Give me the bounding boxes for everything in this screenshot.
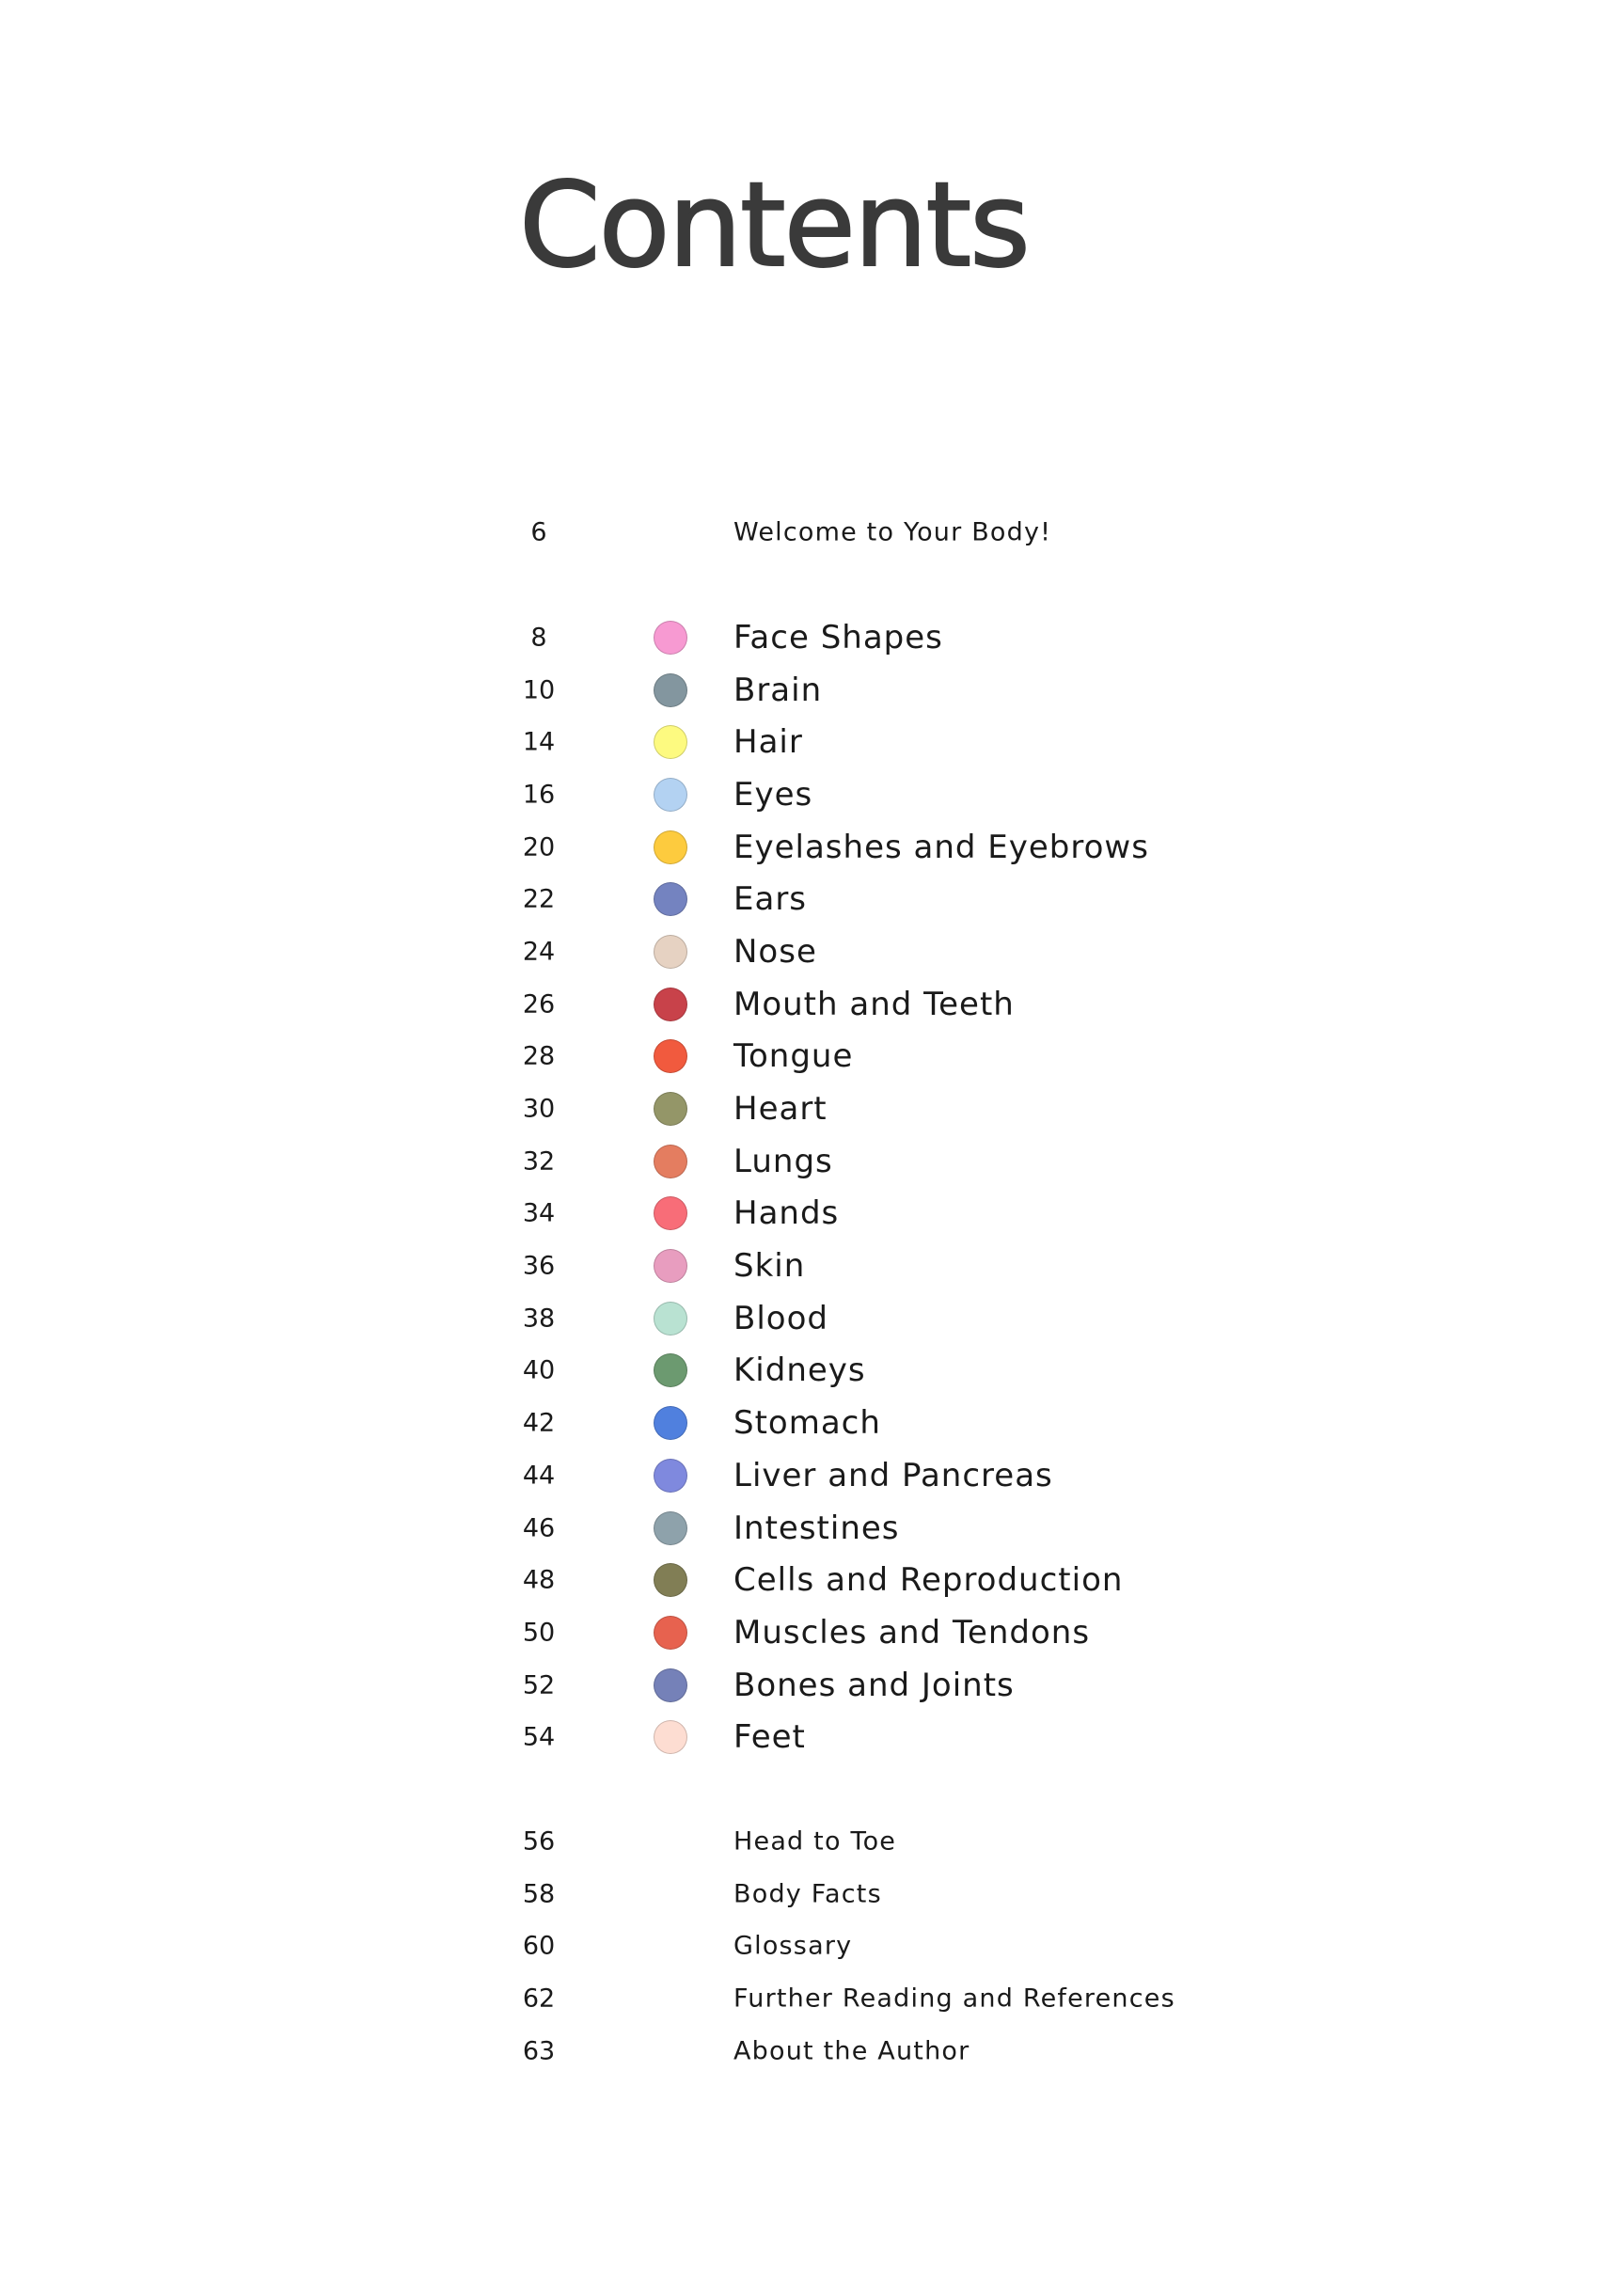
entry-title: Head to Toe bbox=[733, 1826, 897, 1857]
toc-entry[interactable] bbox=[0, 1292, 1624, 1345]
toc-entry[interactable] bbox=[0, 1868, 1624, 1920]
toc-entry[interactable] bbox=[0, 1345, 1624, 1398]
chapter-list bbox=[0, 611, 1624, 1763]
entry-title: Eyes bbox=[733, 775, 813, 814]
entry-title: About the Author bbox=[733, 2036, 970, 2066]
toc-entry[interactable] bbox=[0, 1554, 1624, 1606]
entry-title: Mouth and Teeth bbox=[733, 985, 1015, 1023]
toc-entry[interactable] bbox=[0, 2025, 1624, 2078]
color-dot-icon bbox=[654, 1092, 687, 1126]
toc-entry[interactable] bbox=[0, 925, 1624, 978]
color-dot-icon bbox=[654, 1039, 687, 1073]
entry-title: Cells and Reproduction bbox=[733, 1561, 1124, 1600]
page-number: 24 bbox=[522, 937, 556, 967]
toc-entry[interactable] bbox=[0, 821, 1624, 874]
color-dot-icon bbox=[654, 1302, 687, 1336]
page-number: 62 bbox=[522, 1984, 556, 2014]
entry-title: Kidneys bbox=[733, 1351, 866, 1390]
page-number: 14 bbox=[522, 727, 556, 757]
color-dot-icon bbox=[654, 673, 687, 707]
color-dot-icon bbox=[654, 1720, 687, 1754]
entry-title: Nose bbox=[733, 932, 817, 971]
toc-entry[interactable] bbox=[0, 664, 1624, 717]
entry-title: Further Reading and References bbox=[733, 1984, 1175, 2014]
toc-entry[interactable] bbox=[0, 1815, 1624, 1868]
toc-entry[interactable] bbox=[0, 1449, 1624, 1502]
page-number: 6 bbox=[530, 517, 547, 547]
toc-entry[interactable] bbox=[0, 611, 1624, 664]
entry-title: Eyelashes and Eyebrows bbox=[733, 828, 1149, 866]
color-dot-icon bbox=[654, 725, 687, 759]
page-number: 46 bbox=[522, 1513, 556, 1543]
entry-title: Blood bbox=[733, 1299, 828, 1337]
entry-title: Glossary bbox=[733, 1931, 853, 1961]
page-number: 30 bbox=[522, 1094, 556, 1124]
entry-title: Ears bbox=[733, 880, 808, 919]
color-dot-icon bbox=[654, 1563, 687, 1597]
page-number: 16 bbox=[522, 780, 556, 810]
toc-entry[interactable] bbox=[0, 1083, 1624, 1135]
toc-entry[interactable] bbox=[0, 1397, 1624, 1449]
color-dot-icon bbox=[654, 988, 687, 1021]
page-number: 60 bbox=[522, 1931, 556, 1961]
color-dot-icon bbox=[654, 1406, 687, 1440]
page-number: 56 bbox=[522, 1826, 556, 1857]
color-dot-icon bbox=[654, 1145, 687, 1178]
entry-title: Muscles and Tendons bbox=[733, 1613, 1091, 1652]
toc-entry[interactable] bbox=[0, 978, 1624, 1031]
page-number: 52 bbox=[522, 1670, 556, 1700]
page-number: 22 bbox=[522, 884, 556, 914]
color-dot-icon bbox=[654, 1353, 687, 1387]
toc-entry[interactable] bbox=[0, 1711, 1624, 1763]
color-dot-icon bbox=[654, 778, 687, 812]
entry-title: Heart bbox=[733, 1090, 828, 1129]
entry-title: Hair bbox=[733, 723, 803, 762]
page-number: 8 bbox=[530, 623, 547, 653]
color-dot-icon bbox=[654, 1511, 687, 1545]
page-number: 28 bbox=[522, 1041, 556, 1071]
page-number: 36 bbox=[522, 1251, 556, 1281]
toc-entry[interactable] bbox=[0, 1920, 1624, 1972]
back-matter-list bbox=[0, 1815, 1624, 2077]
toc-entry[interactable] bbox=[0, 506, 1624, 559]
toc-entry[interactable] bbox=[0, 1031, 1624, 1083]
color-dot-icon bbox=[654, 882, 687, 916]
entry-title: Face Shapes bbox=[733, 618, 943, 656]
entry-title: Lungs bbox=[733, 1142, 833, 1180]
page-number: 20 bbox=[522, 832, 556, 862]
entry-title: Liver and Pancreas bbox=[733, 1456, 1053, 1494]
page-number: 42 bbox=[522, 1408, 556, 1438]
color-dot-icon bbox=[654, 1459, 687, 1493]
toc-entry[interactable] bbox=[0, 1659, 1624, 1712]
color-dot-icon bbox=[654, 935, 687, 969]
page-number: 44 bbox=[522, 1461, 556, 1491]
entry-title: Brain bbox=[733, 671, 823, 709]
page-number: 50 bbox=[522, 1618, 556, 1648]
color-dot-icon bbox=[654, 1196, 687, 1230]
entry-title: Bones and Joints bbox=[733, 1666, 1015, 1704]
color-dot-icon bbox=[654, 830, 687, 864]
toc-entry[interactable] bbox=[0, 1972, 1624, 2025]
toc-entry[interactable] bbox=[0, 716, 1624, 768]
toc-entry[interactable] bbox=[0, 1188, 1624, 1241]
entry-title: Tongue bbox=[733, 1037, 854, 1076]
page-number: 10 bbox=[522, 675, 556, 705]
toc-entry[interactable] bbox=[0, 1240, 1624, 1292]
entry-title: Welcome to Your Body! bbox=[733, 517, 1052, 547]
page-number: 40 bbox=[522, 1355, 556, 1385]
entry-title: Intestines bbox=[733, 1509, 900, 1547]
page-number: 34 bbox=[522, 1198, 556, 1228]
page-number: 58 bbox=[522, 1879, 556, 1909]
entry-title: Feet bbox=[733, 1718, 806, 1757]
page-number: 26 bbox=[522, 989, 556, 1019]
page-number: 54 bbox=[522, 1722, 556, 1752]
page-number: 32 bbox=[522, 1146, 556, 1177]
color-dot-icon bbox=[654, 1616, 687, 1650]
color-dot-icon bbox=[654, 1668, 687, 1702]
toc-entry[interactable] bbox=[0, 1135, 1624, 1188]
toc-entry[interactable] bbox=[0, 768, 1624, 821]
page-number: 38 bbox=[522, 1304, 556, 1334]
toc-entry[interactable] bbox=[0, 1606, 1624, 1659]
color-dot-icon bbox=[654, 621, 687, 655]
entry-title: Stomach bbox=[733, 1404, 881, 1443]
entry-title: Skin bbox=[733, 1247, 806, 1286]
toc-entry[interactable] bbox=[0, 1502, 1624, 1555]
front-matter-list bbox=[0, 506, 1624, 559]
entry-title: Body Facts bbox=[733, 1879, 882, 1909]
entry-title: Hands bbox=[733, 1194, 840, 1233]
page-title: Contents bbox=[519, 158, 1029, 293]
color-dot-icon bbox=[654, 1249, 687, 1283]
toc-entry[interactable] bbox=[0, 873, 1624, 925]
page-number: 63 bbox=[522, 2036, 556, 2066]
page-number: 48 bbox=[522, 1565, 556, 1595]
